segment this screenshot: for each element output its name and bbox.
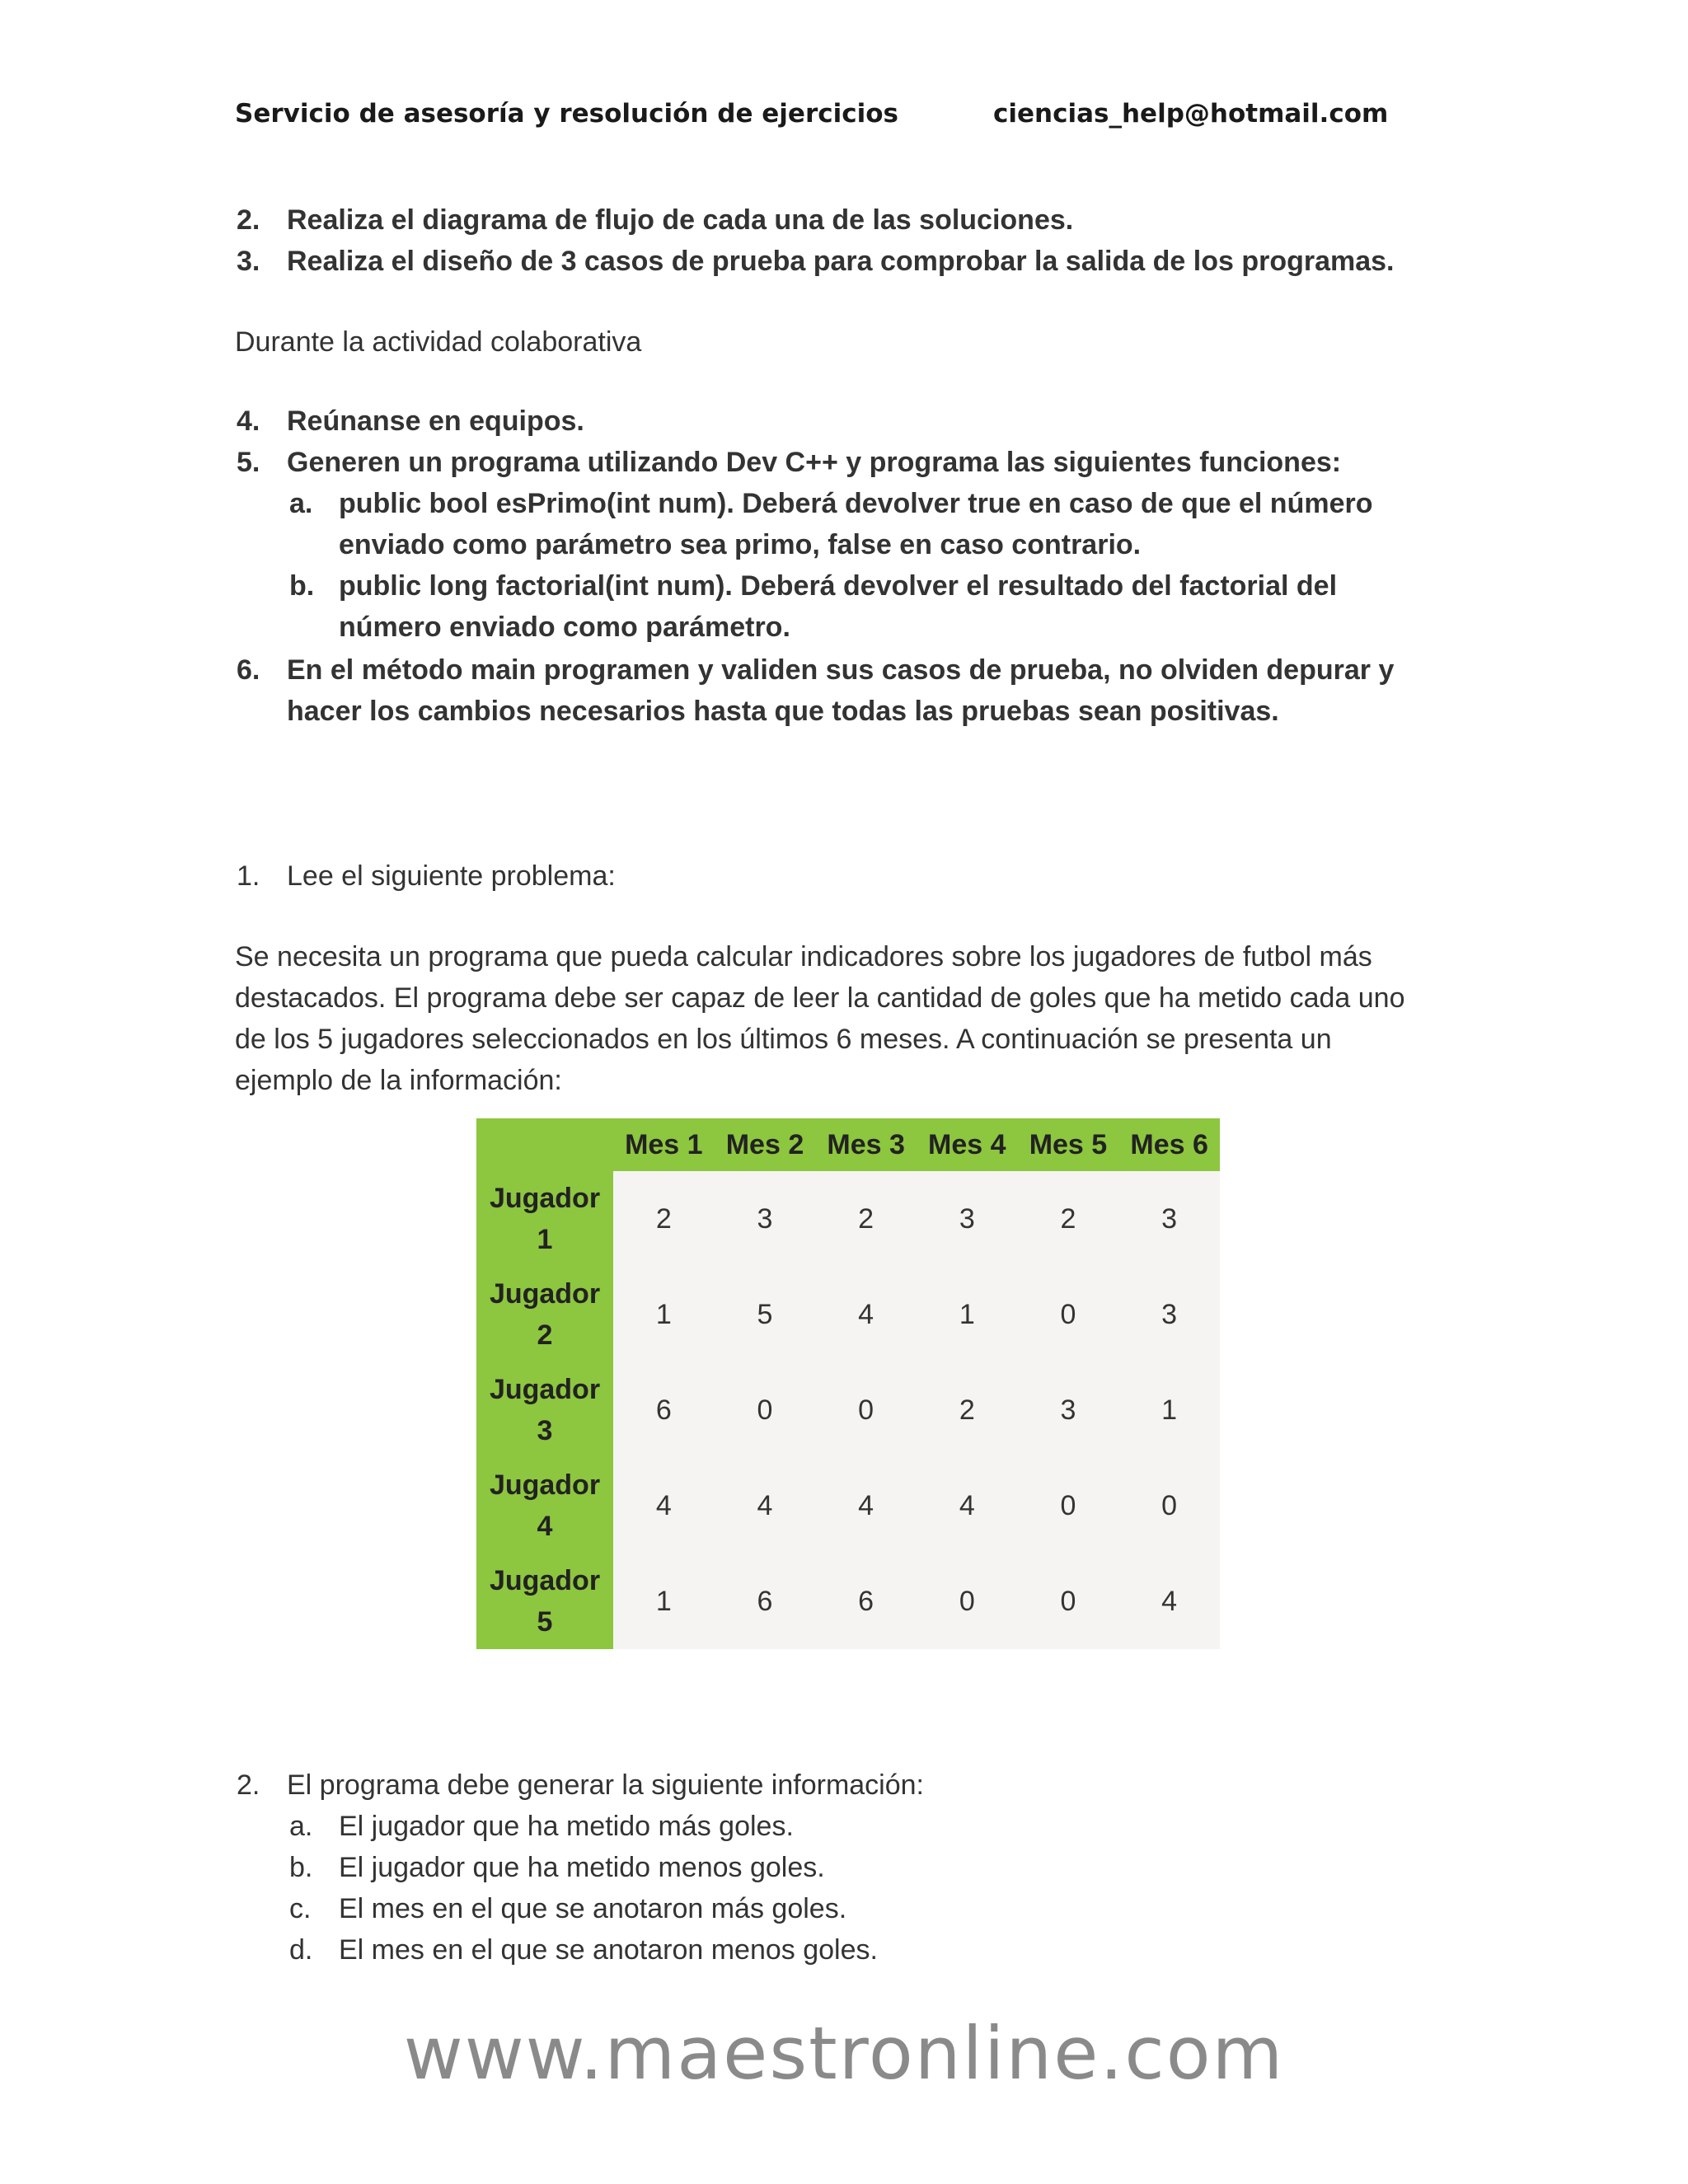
table-cell: 6 [715,1554,816,1649]
column-header: Mes 3 [815,1118,917,1171]
row-label: Jugador [489,1183,601,1214]
list-number: 6. [237,654,260,686]
table-cell: 0 [1118,1458,1220,1554]
row-label: Jugador [489,1469,601,1501]
table-cell: 1 [613,1554,715,1649]
list-number: 5. [237,447,260,478]
list-item: Reúnanse en equipos. [287,405,584,437]
header-email: ciencias_help@hotmail.com [993,99,1389,129]
table-cell: 6 [815,1554,917,1649]
paragraph-line: destacados. El programa debe ser capaz de leer la cantidad de goles que ha metido cada uno [235,982,1405,1014]
row-label: Jugador [489,1374,601,1405]
sublist-item-continued: enviado como parámetro sea primo, false en caso contrario. [339,529,1142,560]
table-cell: 4 [715,1458,816,1554]
column-header: Mes 1 [613,1118,715,1171]
paragraph-line: Se necesita un programa que pueda calcular indicadores sobre los jugadores de futbol más [235,941,1372,972]
subheading: Durante la actividad colaborativa [235,326,642,358]
list-item-continued: hacer los cambios necesarios hasta que todas las pruebas sean positivas. [287,696,1279,727]
table-cell: 3 [1018,1362,1119,1458]
list-item: Realiza el diseño de 3 casos de prueba para comprobar la salida de los programas. [287,246,1395,277]
sublist-letter: a. [289,1811,313,1842]
table-cell: 4 [1118,1554,1220,1649]
table-row [476,1554,1220,1649]
table-row [476,1458,1220,1554]
sublist-item: public bool esPrimo(int num). Deberá devolver true en caso de que el número [339,488,1373,519]
table-row [476,1267,1220,1362]
list-item: Generen un programa utilizando Dev C++ y programa las siguientes funciones: [287,447,1342,478]
column-header: Mes 5 [1018,1118,1119,1171]
table-cell: 3 [1118,1267,1220,1362]
table-cell: 2 [613,1171,715,1267]
watermark-url: www.maestronline.com [403,2011,1285,2096]
list-item: En el método main programen y validen sus casos de prueba, no olviden depurar y [287,654,1395,686]
table-cell: 4 [917,1458,1018,1554]
table-cell: 3 [715,1171,816,1267]
row-label-number: 3 [537,1415,553,1446]
table-cell: 0 [1018,1458,1119,1554]
page-header [0,99,1688,140]
list-item: Realiza el diagrama de flujo de cada una de las soluciones. [287,204,1074,236]
table-cell: 4 [613,1458,715,1554]
list-number: 1. [237,860,260,892]
column-header: Mes 6 [1118,1118,1220,1171]
table-cell: 2 [917,1362,1018,1458]
list-number: 4. [237,405,260,437]
sublist-item: El jugador que ha metido más goles. [339,1811,794,1842]
header-title: Servicio de asesoría y resolución de ejercicios [235,99,898,129]
row-header [476,1171,613,1267]
table-cell: 0 [715,1362,816,1458]
row-label-number: 4 [537,1511,553,1542]
sublist-letter: c. [289,1893,312,1924]
row-label-number: 2 [537,1319,553,1351]
row-label-number: 1 [537,1224,553,1255]
sublist-item: El jugador que ha metido menos goles. [339,1852,825,1883]
sublist-letter: b. [289,1852,313,1883]
row-header [476,1362,613,1458]
table-header-row [476,1118,1220,1171]
table-cell: 2 [815,1171,917,1267]
table-cell: 3 [1118,1171,1220,1267]
table-cell: 4 [815,1267,917,1362]
goals-table [476,1118,1220,1649]
table-cell: 3 [917,1171,1018,1267]
sublist-letter: b. [289,570,315,602]
table-cell: 4 [815,1458,917,1554]
table-row [476,1362,1220,1458]
sublist-item: El mes en el que se anotaron más goles. [339,1893,847,1924]
row-label-number: 5 [537,1606,553,1638]
paragraph-line: de los 5 jugadores seleccionados en los últimos 6 meses. A continuación se presenta un [235,1024,1332,1055]
list-number: 2. [237,204,260,236]
list-item: Lee el siguiente problema: [287,860,616,892]
table-cell: 0 [917,1554,1018,1649]
row-header [476,1458,613,1554]
sublist-letter: d. [289,1934,313,1966]
table-cell: 1 [917,1267,1018,1362]
table-cell: 2 [1018,1171,1119,1267]
column-header: Mes 4 [917,1118,1018,1171]
table-corner-cell [476,1118,613,1171]
row-header [476,1554,613,1649]
list-number: 2. [237,1769,260,1801]
table-cell: 5 [715,1267,816,1362]
row-header [476,1267,613,1362]
table-cell: 0 [1018,1554,1119,1649]
table-row [476,1171,1220,1267]
column-header: Mes 2 [715,1118,816,1171]
table-cell: 0 [1018,1267,1119,1362]
table-cell: 1 [1118,1362,1220,1458]
paragraph-line: ejemplo de la información: [235,1065,562,1096]
sublist-item-continued: número enviado como parámetro. [339,612,790,643]
sublist-letter: a. [289,488,313,519]
table-cell: 6 [613,1362,715,1458]
list-number: 3. [237,246,260,277]
table-cell: 0 [815,1362,917,1458]
table-cell: 1 [613,1267,715,1362]
sublist-item: public long factorial(int num). Deberá devolver el resultado del factorial del [339,570,1338,602]
list-item: El programa debe generar la siguiente información: [287,1769,925,1801]
row-label: Jugador [489,1278,601,1310]
sublist-item: El mes en el que se anotaron menos goles. [339,1934,878,1966]
row-label: Jugador [489,1565,601,1596]
